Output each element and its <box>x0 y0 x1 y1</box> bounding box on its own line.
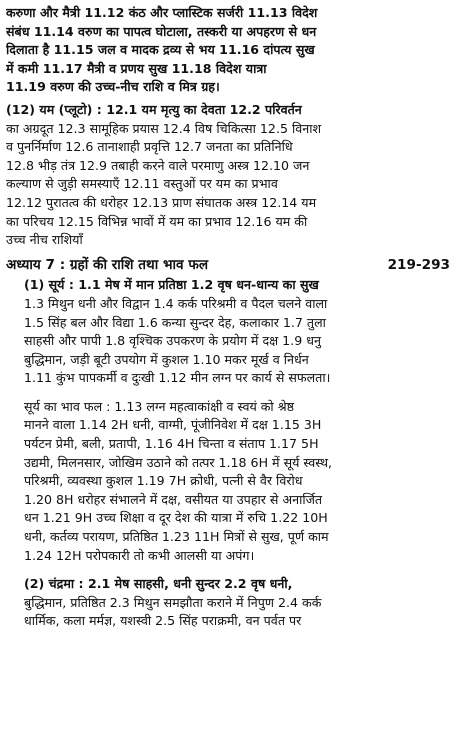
text-line: धनी, कर्तव्य परायण, प्रतिष्ठित 1.23 11H मित्रों से सुख, पूर्ण काम <box>24 529 329 545</box>
text-line: 1.24 12H परोपकारी तो कभी आलसी या अपंग। <box>24 547 255 563</box>
paragraph-varun-continued <box>6 4 454 97</box>
text-line: करुणा और मैत्री 11.12 कंठ और प्लास्टिक सर्जरी 11.13 विदेश <box>6 5 318 20</box>
text-line: पर्यटन प्रेमी, बली, प्रतापी, 1.16 4H चिन्ता व संताप 1.17 5H <box>24 436 319 452</box>
text-line: मानने वाला 1.14 2H धनी, वाग्मी, पूंजीनिवेश में दक्ष 1.15 3H <box>24 417 322 433</box>
text-line: संबंध 11.14 वरुण का पापत्व घोटाला, तस्करी या अपहरण से धन <box>6 23 317 39</box>
text-line: उद्यमी, मिलनसार, जोखिम उठाने को तत्पर 1.18 6H में सूर्य स्वस्थ, <box>24 454 332 470</box>
text-line: 12.8 भीड़ तंत्र 12.9 तबाही करने वाले परमाणु अस्त्र 12.10 जन <box>6 157 310 173</box>
text-line: 1.11 कुंभ पापकर्मी व दुःखी 1.12 मीन लग्न पर कार्य से सफलता। <box>24 370 331 386</box>
chapter-page-range: 219-293 <box>387 256 450 273</box>
text-line: बुद्धिमान, प्रतिष्ठित 2.3 मिथुन समझौता कराने में निपुण 2.4 कर्क <box>24 594 322 610</box>
chapter-heading <box>6 256 454 275</box>
text-line: उच्च नीच राशियाँ <box>6 232 83 248</box>
text-line: 1.5 सिंह बल और विद्या 1.6 कन्या सुन्दर देह, कलाकार 1.7 तुला <box>24 314 326 330</box>
text-line: (2) चंद्रमा : 2.1 मेष साहसी, धनी सुन्दर 2.2 वृष धनी, <box>24 576 293 592</box>
paragraph-yam <box>6 101 454 250</box>
text-line: का अग्रदूत 12.3 सामूहिक प्रयास 12.4 विष चिकित्सा 12.5 विनाश <box>6 120 322 136</box>
text-line: 12.12 पुरातत्व की धरोहर 12.13 प्राण संघातक अस्त्र 12.14 यम <box>6 194 317 210</box>
text-line: सूर्य का भाव फल : 1.13 लग्न महत्वाकांक्षी व स्वयं को श्रेष्ठ <box>24 398 295 414</box>
text-line: दिलाता है 11.15 जल व मादक द्रव्य से भय 11.16 दांपत्य सुख <box>6 42 315 58</box>
text-line: 1.3 मिथुन धनी और विद्वान 1.4 कर्क परिश्रमी व पैदल चलने वाला <box>24 295 328 311</box>
text-line: बुद्धिमान, जड़ी बूटी उपयोग में कुशल 1.10 मकर मूर्ख व निर्धन <box>24 351 309 367</box>
paragraph-surya-rashi <box>6 276 454 388</box>
text-line: परिश्रमी, व्यवस्था कुशल 1.19 7H क्रोधी, पत्नी से वैर विरोध <box>24 473 303 489</box>
text-line: में कमी 11.17 मैत्री व प्रणय सुख 11.18 विदेश यात्रा <box>6 60 267 76</box>
text-line: का परिचय 12.15 विभिन्न भावों में यम का प्रभाव 12.16 यम की <box>6 213 308 229</box>
text-line: (1) सूर्य : 1.1 मेष में मान प्रतिष्ठा 1.2 वृष धन-धान्य का सुख <box>24 277 319 293</box>
text-line: व पुनर्निर्माण 12.6 तानाशाही प्रवृत्ति 12.7 जनता का प्रतिनिधि <box>6 139 293 155</box>
paragraph-chandrama <box>6 575 454 631</box>
text-line: साहसी और पापी 1.8 वृश्चिक उपकरण के प्रयोग में दक्ष 1.9 धनु <box>24 333 321 349</box>
chapter-title: अध्याय 7 : ग्रहों की राशि तथा भाव फल <box>6 256 209 273</box>
text-line: धार्मिक, कला मर्मज्ञ, यशस्वी 2.5 सिंह पराक्रमी, वन पर्वत पर <box>24 613 302 629</box>
text-line: (12) यम (प्लूटो) : 12.1 यम मृत्यु का देवता 12.2 परिवर्तन <box>6 101 302 117</box>
text-line: कल्याण से जुड़ी समस्याएँ 12.11 वस्तुओं पर यम का प्रभाव <box>6 176 278 192</box>
paragraph-surya-bhav <box>6 398 454 565</box>
text-line: 1.20 8H धरोहर संभालने में दक्ष, वसीयत या उपहार से अनार्जित <box>24 491 323 507</box>
text-line: 11.19 वरुण की उच्च-नीच राशि व मित्र ग्रह। <box>6 79 220 95</box>
text-line: धन 1.21 9H उच्च शिक्षा व दूर देश की यात्रा में रुचि 1.22 10H <box>24 510 328 526</box>
